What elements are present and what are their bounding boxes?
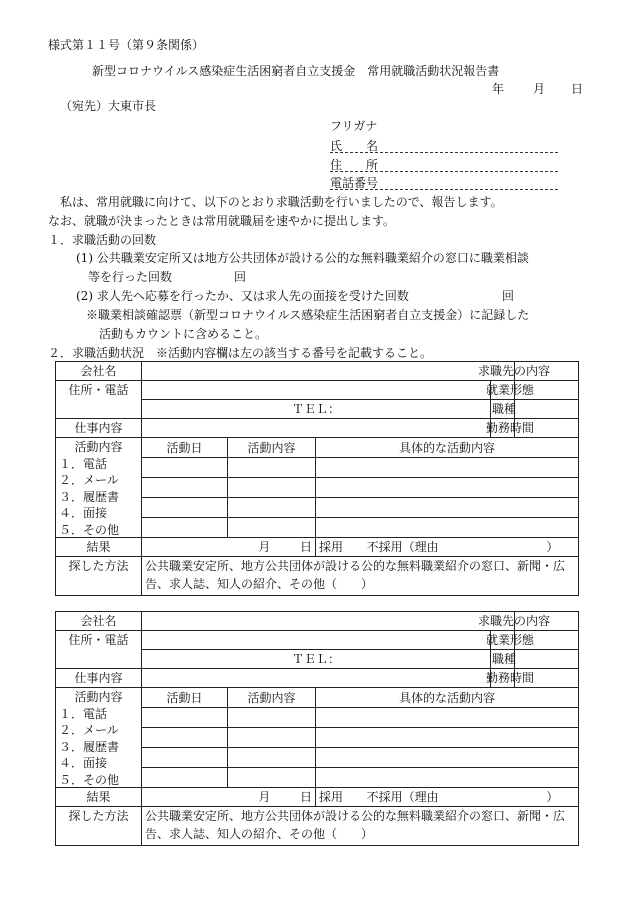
activity-label: 活動内容: [74, 690, 123, 704]
tel-label: ＴＥＬ：: [142, 650, 491, 669]
activity-date-cell[interactable]: [142, 498, 228, 518]
company-name-label: 会社名: [56, 362, 142, 381]
option-interview: ４．面接: [59, 756, 108, 770]
result-day: 日: [299, 790, 312, 804]
address-field[interactable]: [330, 171, 558, 172]
activity-content-cell[interactable]: [228, 518, 316, 538]
option-other: ５．その他: [59, 522, 120, 537]
name-field[interactable]: [330, 152, 558, 153]
intro-line-2: なお、就職が決まったときは常用就職届を速やかに提出します。: [48, 214, 396, 228]
activity-date-cell[interactable]: [142, 478, 228, 498]
option-resume: ３．履歴書: [59, 489, 120, 504]
phone-label: 電話番号: [330, 176, 379, 190]
hired-option[interactable]: 採用: [319, 540, 344, 554]
date-year[interactable]: 年: [492, 82, 505, 96]
result-month: 月: [258, 540, 271, 554]
activity-date-header: 活動日: [142, 438, 228, 458]
result-outcome[interactable]: [316, 788, 579, 807]
company-name-label: 会社名: [56, 612, 142, 631]
job-info-header: 求職先の内容: [515, 612, 579, 631]
activity-detail-header: 具体的な活動内容: [316, 688, 579, 708]
activity-detail-cell[interactable]: [316, 748, 579, 768]
address-label: 住 所: [330, 158, 379, 172]
activity-detail-cell[interactable]: [316, 728, 579, 748]
hired-option[interactable]: 採用: [319, 790, 344, 804]
option-mail: ２．メール: [59, 473, 119, 487]
not-hired-option[interactable]: 不採用（理由: [366, 540, 439, 554]
activity-detail-cell[interactable]: [316, 498, 579, 518]
work-hours-label: 勤務時間: [491, 419, 515, 438]
address-field[interactable]: [142, 631, 491, 650]
name-label: 氏 名: [330, 139, 379, 153]
tel-label: ＴＥＬ：: [142, 400, 491, 419]
result-outcome[interactable]: [316, 538, 579, 557]
activity-date-header: 活動日: [142, 688, 228, 708]
result-date[interactable]: [142, 538, 316, 557]
activity-detail-cell[interactable]: [316, 458, 579, 478]
item-2-unit: 回: [502, 289, 515, 303]
job-info-header: 求職先の内容: [515, 362, 579, 381]
activity-detail-cell[interactable]: [316, 768, 579, 788]
activity-content-cell[interactable]: [228, 708, 316, 728]
phone-field[interactable]: [330, 189, 558, 190]
close-paren: ）: [546, 790, 559, 804]
activity-content-header: 活動内容: [228, 688, 316, 708]
activity-content-cell[interactable]: [228, 728, 316, 748]
not-hired-option[interactable]: 不採用（理由: [366, 790, 439, 804]
work-content-field[interactable]: [142, 669, 491, 688]
addressee: （宛先）大東市長: [60, 99, 157, 113]
employment-type-label: 就業形態: [491, 631, 515, 650]
activity-table-1: [55, 361, 579, 596]
activity-content-cell[interactable]: [228, 478, 316, 498]
activity-date-cell[interactable]: [142, 748, 228, 768]
activity-date-cell[interactable]: [142, 708, 228, 728]
item-2: (2) 求人先へ応募を行ったか、又は求人先の面接を受けた回数: [76, 289, 409, 303]
item-1-line-2: 等を行った回数: [88, 270, 173, 284]
activity-options: [56, 688, 142, 788]
activity-content-cell[interactable]: [228, 458, 316, 478]
method-label: 探した方法: [56, 807, 142, 846]
option-other: ５．その他: [59, 772, 120, 787]
method-text[interactable]: 公共職業安定所、地方公共団体が設ける公的な無料職業紹介の窓口、新聞・広告、求人誌、知人の紹介、その他（ ）: [142, 807, 579, 846]
activity-label: 活動内容: [74, 440, 123, 454]
activity-date-cell[interactable]: [142, 728, 228, 748]
note-line-1: ※職業相談確認票（新型コロナウイルス感染症生活困窮者自立支援金）に記録した: [86, 308, 530, 322]
result-label: 結果: [56, 788, 142, 807]
result-date[interactable]: [142, 788, 316, 807]
employment-type-label: 就業形態: [491, 381, 515, 400]
job-type-field[interactable]: [515, 400, 579, 419]
section-1-title: １．求職活動の回数: [48, 233, 157, 247]
work-content-field[interactable]: [142, 419, 491, 438]
activity-date-cell[interactable]: [142, 768, 228, 788]
address-field[interactable]: [142, 381, 491, 400]
activity-date-cell[interactable]: [142, 518, 228, 538]
date-day[interactable]: 日: [571, 82, 584, 96]
activity-options: [56, 438, 142, 538]
activity-detail-header: 具体的な活動内容: [316, 438, 579, 458]
form-number: 様式第１１号（第９条関係）: [48, 38, 205, 52]
method-text[interactable]: 公共職業安定所、地方公共団体が設ける公的な無料職業紹介の窓口、新聞・広告、求人誌、知人の紹介、その他（ ）: [142, 557, 579, 596]
option-phone: １．電話: [59, 706, 108, 721]
document-title: 新型コロナウイルス感染症生活困窮者自立支援金 常用就職活動状況報告書: [92, 64, 500, 78]
result-day: 日: [299, 540, 312, 554]
job-type-label: 職種: [491, 650, 515, 669]
activity-detail-cell[interactable]: [316, 708, 579, 728]
option-interview: ４．面接: [59, 506, 108, 520]
activity-content-cell[interactable]: [228, 498, 316, 518]
address-phone-label: 住所・電話: [56, 381, 142, 419]
option-phone: １．電話: [59, 456, 108, 471]
company-name-field[interactable]: [142, 362, 515, 381]
work-content-label: 仕事内容: [56, 669, 142, 688]
result-label: 結果: [56, 538, 142, 557]
activity-content-cell[interactable]: [228, 768, 316, 788]
section-2-title: ２．求職活動状況 ※活動内容欄は左の該当する番号を記載すること。: [48, 346, 433, 360]
item-1-unit: 回: [234, 270, 247, 284]
method-label: 探した方法: [56, 557, 142, 596]
option-mail: ２．メール: [59, 723, 119, 737]
activity-detail-cell[interactable]: [316, 518, 579, 538]
activity-detail-cell[interactable]: [316, 478, 579, 498]
activity-content-cell[interactable]: [228, 748, 316, 768]
work-hours-label: 勤務時間: [491, 669, 515, 688]
work-content-label: 仕事内容: [56, 419, 142, 438]
item-1-line-1: (1) 公共職業安定所又は地方公共団体が設ける公的な無料職業紹介の窓口に職業相談: [76, 251, 529, 265]
furigana-label: フリガナ: [330, 119, 378, 133]
activity-table-2: [55, 611, 579, 846]
date-month[interactable]: 月: [533, 82, 546, 96]
intro-line-1: 私は、常用就職に向けて、以下のとおり求職活動を行いましたので、報告します。: [60, 195, 503, 209]
address-phone-label: 住所・電話: [56, 631, 142, 669]
close-paren: ）: [546, 540, 559, 554]
job-type-label: 職種: [491, 400, 515, 419]
activity-date-cell[interactable]: [142, 458, 228, 478]
note-line-2: 活動もカウントに含めること。: [99, 327, 268, 341]
company-name-field[interactable]: [142, 612, 515, 631]
activity-content-header: 活動内容: [228, 438, 316, 458]
result-month: 月: [258, 790, 271, 804]
job-type-field[interactable]: [515, 650, 579, 669]
option-resume: ３．履歴書: [59, 739, 120, 754]
